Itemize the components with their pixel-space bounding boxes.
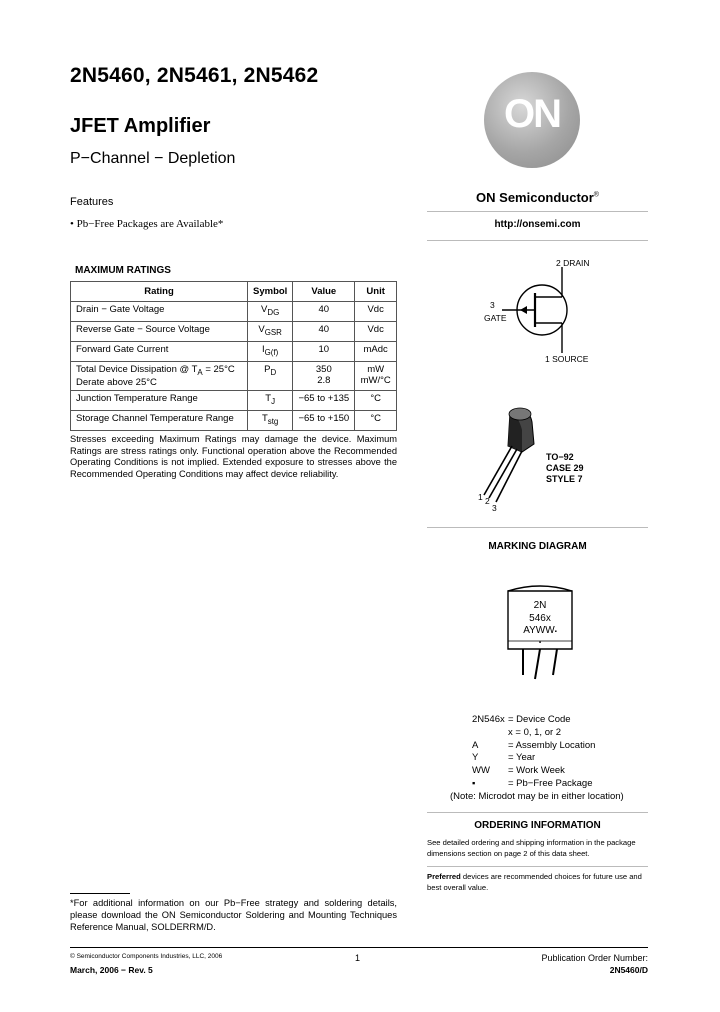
channel-type: P−Channel − Depletion bbox=[70, 150, 236, 167]
website-link[interactable]: http://onsemi.com bbox=[494, 219, 581, 230]
legend-row: 2N546x = Device Code bbox=[472, 714, 571, 725]
brand-name: ON Semiconductor® bbox=[476, 190, 599, 205]
unit-cell: Vdc bbox=[355, 302, 397, 322]
gate-pin-number: 3 bbox=[490, 300, 495, 310]
col-rating: Rating bbox=[71, 282, 248, 302]
ordering-info-text: See detailed ordering and shipping information in the package dimensions section on page 2 of this data sheet. bbox=[427, 838, 636, 858]
ordering-info-heading: ORDERING INFORMATION bbox=[474, 820, 601, 831]
rating-cell: Drain − Gate Voltage bbox=[71, 302, 248, 322]
features-heading: Features bbox=[70, 196, 114, 208]
symbol-cell: $T_J$ bbox=[248, 390, 293, 410]
symbol-cell: $T_{stg}$ bbox=[248, 410, 293, 430]
table-row bbox=[71, 322, 397, 342]
legend-row: ▪ = Pb−Free Package bbox=[472, 777, 593, 789]
table-row bbox=[71, 390, 397, 410]
symbol-cell: $V_{DG}$ bbox=[248, 302, 293, 322]
symbol-cell: $V_{GSR}$ bbox=[248, 322, 293, 342]
legend-row: A = Assembly Location bbox=[472, 739, 596, 751]
unit-cell: °C bbox=[355, 410, 397, 430]
drain-label: 2 DRAIN bbox=[556, 258, 590, 268]
part-numbers-title: 2N5460, 2N5461, 2N5462 bbox=[70, 64, 319, 87]
divider bbox=[427, 866, 648, 867]
preferred-devices-note: Preferred devices are recommended choices for future use and best overall value. bbox=[427, 872, 642, 892]
value-cell: 40 bbox=[293, 302, 355, 322]
pin-3-label: 3 bbox=[492, 503, 497, 513]
value-cell: 40 bbox=[293, 322, 355, 342]
logo-text: ON bbox=[504, 92, 560, 136]
feature-item-text: Pb−Free Packages are Available* bbox=[76, 218, 224, 230]
value-cell: −65 to +135 bbox=[293, 390, 355, 410]
rating-cell: Junction Temperature Range bbox=[71, 390, 248, 410]
marking-diagram-heading: MARKING DIAGRAM bbox=[488, 541, 587, 552]
table-header-row bbox=[71, 282, 397, 302]
rating-cell: Reverse Gate − Source Voltage bbox=[71, 322, 248, 342]
divider bbox=[427, 211, 648, 212]
table-row bbox=[71, 410, 397, 430]
gate-label: GATE bbox=[484, 313, 507, 323]
symbol-cell: $I_{G(f)}$ bbox=[248, 342, 293, 362]
value-cell: 350 2.8 bbox=[293, 362, 355, 391]
rating-cell: Total Device Dissipation @ $T_A = 25^\circ C$ Derate above 25°C bbox=[71, 362, 248, 391]
table-row bbox=[71, 342, 397, 362]
unit-cell: Vdc bbox=[355, 322, 397, 342]
to92-package-icon bbox=[472, 400, 552, 510]
col-unit: Unit bbox=[355, 282, 397, 302]
divider bbox=[427, 527, 648, 528]
publication-label: Publication Order Number: bbox=[541, 953, 648, 963]
col-symbol: Symbol bbox=[248, 282, 293, 302]
revision-date: March, 2006 − Rev. 5 bbox=[70, 965, 153, 975]
chip-marking-text: 2N 546x AYWW▪ ▪ bbox=[523, 600, 557, 646]
unit-cell: mAdc bbox=[355, 342, 397, 362]
package-label: TO−92 CASE 29 STYLE 7 bbox=[546, 452, 584, 484]
marking-legend bbox=[472, 714, 595, 791]
pin-2-label: 2 bbox=[485, 496, 490, 506]
rating-cell: Forward Gate Current bbox=[71, 342, 248, 362]
legend-row: WW = Work Week bbox=[472, 765, 565, 777]
device-title: JFET Amplifier bbox=[70, 115, 211, 137]
unit-cell: °C bbox=[355, 390, 397, 410]
copyright: © Semiconductor Components Industries, LLC, 2006 bbox=[70, 953, 223, 960]
feature-item: • Pb−Free Packages are Available* bbox=[70, 218, 224, 230]
divider bbox=[427, 240, 648, 241]
table-row bbox=[71, 362, 397, 391]
rating-cell: Storage Channel Temperature Range bbox=[71, 410, 248, 430]
col-value: Value bbox=[293, 282, 355, 302]
publication-number: 2N5460/D bbox=[609, 965, 648, 975]
page-number: 1 bbox=[355, 953, 361, 963]
table-row bbox=[71, 302, 397, 322]
symbol-cell: $P_D$ bbox=[248, 362, 293, 391]
legend-row: x = 0, 1, or 2 bbox=[508, 726, 562, 738]
legend-row: Y = Year bbox=[472, 752, 536, 764]
divider bbox=[427, 812, 648, 813]
source-label: 1 SOURCE bbox=[545, 354, 589, 364]
footer-divider bbox=[70, 947, 648, 948]
value-cell: −65 to +150 bbox=[293, 410, 355, 430]
footnote-divider bbox=[70, 893, 130, 894]
pb-free-footnote: *For additional information on our Pb−Free strategy and soldering details, please download the ON Semiconductor Soldering and Mounting Techniques Reference Manual, SOLDERRM/D. bbox=[70, 898, 397, 932]
microdot-note: (Note: Microdot may be in either location) bbox=[450, 791, 624, 802]
stress-note: Stresses exceeding Maximum Ratings may damage the device. Maximum Ratings are stress ratings only. Functional operation above the Recommended Operating Conditions is not implied. Extended exposure to stresses above the Recommended Operating Conditions may affect device reliability. bbox=[70, 434, 397, 479]
unit-cell: mW mW/°C bbox=[355, 362, 397, 391]
max-ratings-table bbox=[70, 281, 397, 431]
max-ratings-heading: MAXIMUM RATINGS bbox=[75, 265, 171, 276]
value-cell: 10 bbox=[293, 342, 355, 362]
pin-1-label: 1 bbox=[478, 492, 483, 502]
